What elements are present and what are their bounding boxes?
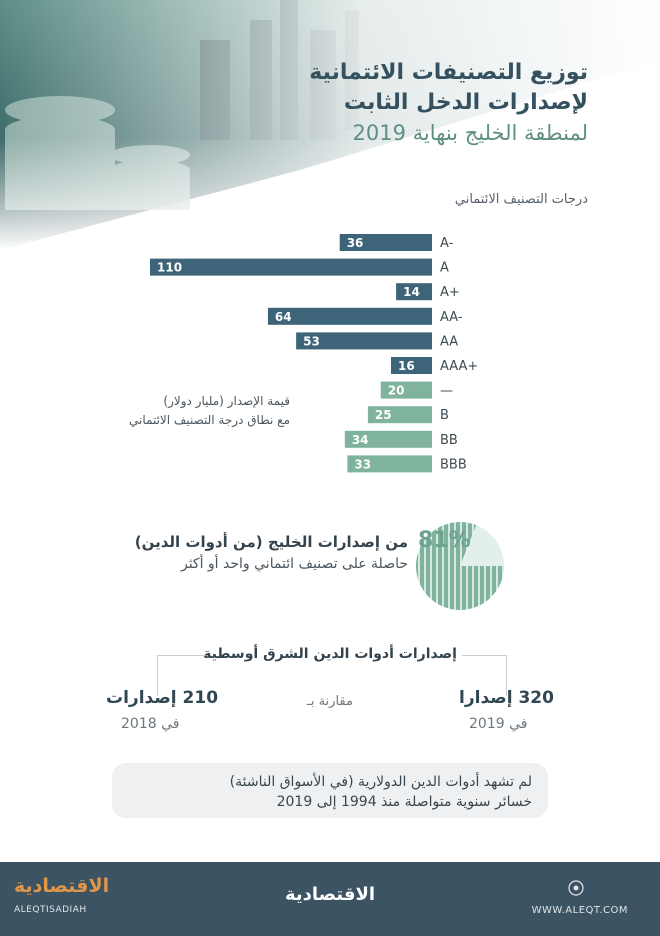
- title-block: [309, 58, 588, 148]
- right-figure: [459, 688, 554, 708]
- compare-text: مقارنة بـ: [307, 694, 353, 709]
- title-line-1: توزيع التصنيفات الائتمانية: [309, 60, 588, 85]
- stat-line-2: حاصلة على تصنيف ائتماني واحد أو أكثر: [180, 556, 408, 572]
- left-year: في 2018: [121, 716, 180, 732]
- left-number: 210: [182, 688, 219, 708]
- bar-1: [150, 259, 432, 276]
- bar-value-4: 53: [303, 334, 320, 349]
- right-year: في 2019: [469, 716, 528, 732]
- footer-logo-left-sub: ALEQTISADIAH: [14, 905, 87, 915]
- right-unit: إصدارا: [459, 688, 513, 708]
- bar-value-0: 36: [346, 236, 364, 250]
- bar-value-5: 16: [397, 359, 415, 373]
- bar-3: [268, 308, 432, 325]
- category-label-2: A+: [440, 285, 460, 301]
- category-label-3: AA-: [440, 309, 463, 325]
- bar-value-6: 20: [387, 383, 405, 398]
- note-line-2: مع نطاق درجة التصنيف الائتماني: [129, 413, 290, 427]
- footer-logo-center: الاقتصادية: [284, 884, 376, 905]
- footer-logo-left: الاقتصادية: [14, 875, 110, 897]
- bar-value-7: 25: [374, 408, 392, 423]
- left-unit: إصدارات: [106, 688, 177, 708]
- bar-value-8: 34: [351, 432, 369, 447]
- category-label-6: —: [440, 383, 453, 399]
- category-label-8: BB: [440, 432, 458, 448]
- chart-note: [80, 392, 290, 430]
- bar-value-9: 33: [354, 457, 372, 472]
- category-label-1: A: [440, 260, 449, 276]
- category-label-9: BBB: [440, 457, 467, 473]
- title-line-2: لإصدارات الدخل الثابت: [343, 90, 588, 115]
- bar-value-3: 64: [274, 309, 292, 324]
- stat-percent: 81%: [418, 528, 471, 553]
- right-number: 320: [518, 688, 554, 708]
- bar-chart: [0, 228, 660, 478]
- footer-site[interactable]: WWW.ALEQT.COM: [531, 905, 628, 916]
- callout-line-2: خسائر سنوية متواصلة منذ 1994 إلى 2019: [276, 794, 532, 810]
- legend-title: درجات التصنيف الائتماني: [454, 192, 588, 207]
- bar-value-1: 110: [157, 260, 183, 275]
- comparison-title: إصدارات أدوات الدين الشرق أوسطية: [203, 646, 457, 662]
- callout-line-1: لم تشهد أدوات الدين الدولارية (في الأسواق الناشئة): [229, 774, 532, 790]
- stat-line-1: من إصدارات الخليج (من أدوات الدين): [134, 533, 408, 551]
- category-label-0: A-: [440, 236, 454, 251]
- bar-value-2: 14: [403, 285, 420, 300]
- globe-icon: [568, 880, 584, 896]
- category-label-4: AA: [440, 334, 459, 350]
- title-line-3: لمنطقة الخليج بنهاية 2019: [352, 121, 588, 145]
- note-line-1: قيمة الإصدار (مليار دولار): [163, 394, 290, 408]
- callout-text: [230, 772, 532, 812]
- category-label-5: AAA+: [440, 359, 479, 374]
- category-label-7: B: [440, 408, 449, 424]
